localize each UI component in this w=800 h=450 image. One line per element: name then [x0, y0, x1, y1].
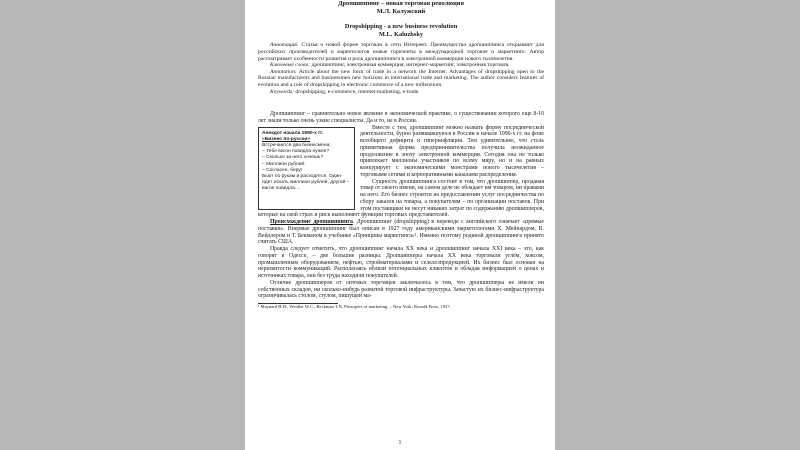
en-title: Dropshipping - a new business revolution	[344, 23, 458, 31]
anecdote-line: Встречаются два бизнесмена:	[262, 143, 331, 149]
anecdote-line: – Сколько за него хочешь?	[262, 155, 324, 161]
anecdote-title: Анекдот начала 1990-х гг.	[262, 130, 324, 136]
body-paragraph-2: Вместе с тем, дропшиппинг можно назвать форму посреднической деятельности, бурно развивавшуюся в России в начале 1990-х гг. на фоне всеобщего дефицита и гиперинфляции. Тем удивительнее, что столь примитивная форма предпринимательства получила неожиданное продолжение в эпоху электронной коммерции. Сегодня она не только привлекает миллионы участников по всему миру, но и на равных конкурирует с экономическими монстрами нового тысячелетия – торговыми сетями и корпоративными каналами распределения.	[360, 124, 544, 178]
abstract-en-label: Annotation:	[270, 68, 297, 75]
body-paragraph-4	[258, 219, 544, 246]
footnote: ¹ Maynard H.H., Weidler W.C., Beckman T.N. Principles of marketing. – New York: Ronald Press, 1927.	[258, 304, 451, 310]
body-paragraph-5: Правда следует отметить, что дропшиппинг начала XX века и дропшиппинг начала XXI века – это, как говорят в Одессе, – две большие разницы. Дропшипперы начала XX века торговали углём, коксом, промышленным оборудованием, нефтью, стройматериалами и сельхозпродукцией. Их бизнес был основан на неразвитости коммуникаций. Располагаясь вблизи потенциальных клиентов и обладая информацией о ценах и источниках товара, они без труда находили покупателей.	[258, 246, 544, 280]
en-author: M.L. Kaluzhsky	[378, 30, 424, 38]
abstract-ru-text: Статья о новой форме торговли в сети Интернет. Преимущества дропшиппинга открывают для российских производителей и маркетологов новые горизонты в международной торговле и маркетинге. Автор рассматривает особенности развития и роль дропшиппинга в электронной коммерции нового тысячелетия.	[258, 42, 544, 62]
ru-author: М.Л. Калужский	[376, 7, 426, 15]
ru-title: Дропшиппинг – новая торговая революция	[338, 0, 464, 7]
document-page	[245, 0, 555, 450]
keywords-ru	[258, 62, 544, 69]
abstract-en	[258, 69, 544, 89]
keywords-en-text: dropshipping, e-commerce, internet-marketing, e-trade.	[294, 88, 420, 95]
abstract-ru-label: Аннотация:	[270, 42, 299, 49]
anecdote-line: – Миллион рублей.	[262, 161, 306, 167]
page-number: 1	[398, 440, 402, 446]
anecdote-line: Бьют по рукам и расходятся. Один идёт искать миллион рублей, другой – вагон повидла…	[262, 174, 350, 192]
page-content	[258, 0, 544, 310]
body-paragraph-1: Дропшиппинг – сравнительно новое явление в экономической практике, о существовании которого еще 8-10 лет знали только очень узкие специалисты. Да и то, не в России.	[258, 111, 544, 124]
anecdote-subtitle: «Бизнес по-русски»	[262, 136, 311, 142]
abstract-ru	[258, 42, 544, 62]
anecdote-box	[258, 127, 355, 210]
abstract-en-text: Article about the new form of trade in a network the Internet. Advantages of dropshipping open to the Russian manufacturers and businessmen new horizons in international trade and marketing. The author considers features of evolution and a role of dropshipping in electronic commerce of a new millennium.	[258, 68, 544, 88]
anecdote-line: – Тебе вагон повидла нужен?	[262, 149, 330, 155]
body-paragraph-2-wrap	[258, 125, 544, 220]
keywords-en-label: Keywords:	[270, 88, 295, 95]
origin-heading: Происхождение дропшиппинга	[270, 219, 353, 226]
body-paragraph-3: Сущность дропшиппинга состоит в том, что дропшиппер, продавая товар от своего имени, на самом деле не обладает им товаром, ни правами на него. Его бизнес строится на предоставлении услуг посредничества по сбору заказов на товары, а покупателям – по организации поставок. При этом поставщики не несут никаких затрат по содержанию дропшипперов, которые на свой страх и риск выполняют функции торговых представителей.	[258, 178, 544, 219]
body-paragraph-6: Отличие дропшипперов от оптовых торговцев заключалось в том, что дропшипперы не имели ни собственных складов, ни сколько-нибудь развитой торговой инфраструктуры. Зачастую их бизнес-инфраструктура ограничивалась столом, стулом, пишущей ма-	[258, 279, 544, 300]
keywords-ru-text: дропшиппинг, электронная коммерция, интернет-маркетинг, электронная торговля.	[310, 62, 510, 69]
origin-text: . Дропшиппинг (dropshipping) в переводе с английского означает «прямые поставки». Впервые дропшиппинг был описан в 1927 году американскими маркетологами Х. Мейнардом, В. Вейдлером и Т. Бекманом в учебнике «Принципы маркетинга»¹. Именно поэтому родиной дропшиппинга принято считать США.	[258, 219, 544, 246]
keywords-en	[258, 89, 544, 96]
anecdote-line: – Согласен, беру!	[262, 167, 303, 173]
keywords-ru-label: Ключевые слова:	[270, 62, 311, 69]
